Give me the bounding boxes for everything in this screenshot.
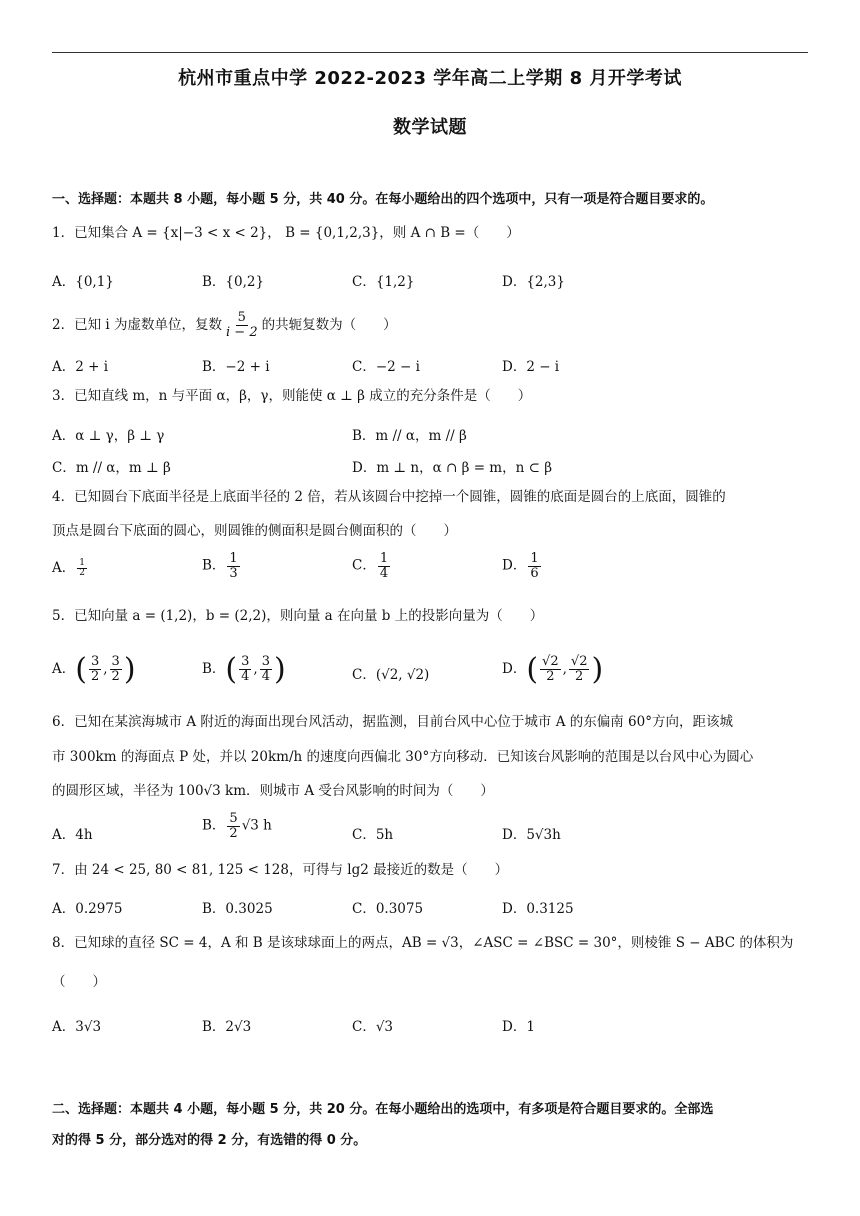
q4-option-d	[502, 552, 543, 580]
q6-option-b-label: B．	[202, 817, 226, 834]
paren-right: )	[591, 652, 604, 687]
frac-den: 4	[241, 669, 250, 684]
q2-fraction	[224, 311, 260, 339]
q2-option-c: C．−2 − i	[352, 359, 420, 375]
q6-option-b-rest: √3 h	[241, 817, 272, 834]
q6-stem-line3: 的圆形区域，半径为 100√3 km．则城市 A 受台风影响的时间为（ ）	[52, 783, 494, 799]
q6-option-c: C．5h	[352, 827, 394, 843]
q3-option-d: D．m ⊥ n，α ∩ β = m，n ⊂ β	[352, 460, 553, 476]
q4-option-a-frac	[77, 559, 87, 579]
section1-heading: 一、选择题：本题共 8 小题，每小题 5 分，共 40 分。在每小题给出的四个选项中，只有一项是符合题目要求的。	[52, 192, 714, 207]
frac-num: 1	[229, 551, 238, 566]
frac-num: 1	[530, 551, 539, 566]
q5-b-frac2	[260, 655, 272, 683]
q2-stem	[52, 309, 812, 342]
frac-den: 2	[229, 825, 238, 841]
frac-den: 2	[575, 669, 584, 684]
exam-title: 杭州市重点中学 2022-2023 学年高二上学期 8 月开学考试	[178, 68, 682, 89]
q7-option-c: C．0.3075	[352, 901, 424, 917]
q7-option-a: A．0.2975	[52, 901, 123, 917]
paren-left: (	[526, 652, 539, 687]
q8-stem-line1: 8．已知球的直径 SC = 4，A 和 B 是该球球面上的两点，AB = √3，∠ASC = ∠BSC = 30°，则棱锥 S − ABC 的体积为	[52, 935, 794, 951]
q5-option-a-label: A．	[52, 661, 76, 677]
q5-stem: 5．已知向量 a = (1,2)，b = (2,2)，则向量 a 在向量 b 上的投影向量为（ ）	[52, 608, 544, 624]
q5-option-d: D．( $\frac{√2}{2}$ , $\frac{√2}{2}$ )	[502, 652, 604, 687]
frac-num: 5	[229, 811, 238, 826]
q3-option-c: C．m // α，m ⊥ β	[52, 460, 171, 476]
q4-option-c	[352, 552, 392, 580]
q4-stem-line2: 顶点是圆台下底面的圆心，则圆锥的侧面积是圆台侧面积的（ ）	[52, 523, 457, 539]
frac-den: 2	[90, 669, 100, 684]
header-rule	[52, 52, 808, 53]
q1-stem-b: B = {0,1,2,3}，则 A ∩ B =（ ）	[285, 225, 520, 241]
q1-option-b: B．{0,2}	[202, 274, 265, 290]
q4-option-a-label: A．	[52, 560, 76, 576]
q5-d-frac2	[569, 655, 590, 683]
frac-den: 4	[379, 565, 389, 581]
paren-right: )	[123, 652, 136, 687]
q6-option-d: D．5√3h	[502, 827, 561, 843]
frac-den: 2	[79, 568, 85, 578]
q5-option-c: C．(√2, √2)	[352, 667, 430, 683]
paren-right: )	[274, 652, 286, 687]
q4-stem-line1: 4．已知圆台下底面半径是上底面半径的 2 倍，若从该圆台中挖掉一个圆锥，圆锥的底面是圆台的上底面，圆锥的	[52, 489, 726, 505]
q5-a-frac2	[110, 655, 122, 683]
q5-option-b-label: B．	[202, 661, 226, 677]
q2-fraction-den: i − 2	[226, 325, 258, 340]
q4-option-d-label: D．	[502, 557, 527, 574]
frac-num: 1	[79, 557, 85, 568]
q4-option-a	[52, 556, 89, 578]
q2-option-d: D．2 − i	[502, 359, 560, 375]
paren-left: (	[75, 652, 87, 687]
q4-option-b	[202, 552, 242, 580]
section2-heading-line1: 二、选择题：本题共 4 小题，每小题 5 分，共 20 分。在每小题给出的选项中，有多项是符合题目要求的。全部选	[52, 1102, 714, 1117]
q4-option-c-frac	[378, 552, 390, 580]
q5-option-d-label: D．	[502, 661, 527, 677]
frac-num: 3	[90, 654, 100, 670]
q1-option-d: D．{2,3}	[502, 274, 565, 290]
frac-num: 3	[111, 654, 120, 670]
q6-option-b	[202, 812, 272, 840]
frac-den: 2	[111, 669, 120, 684]
frac-num: 1	[379, 551, 389, 566]
q7-option-d: D．0.3125	[502, 901, 574, 917]
q3-option-b: B．m // α，m // β	[352, 428, 467, 444]
q3-option-a: A．α ⊥ γ，β ⊥ γ	[52, 428, 165, 444]
q8-option-b: B．2√3	[202, 1019, 252, 1035]
q4-option-b-frac	[227, 552, 239, 580]
q7-stem: 7．由 24 < 25, 80 < 81, 125 < 128，可得与 lg2 最接近的数是（ ）	[52, 862, 509, 878]
q2-stem-pre: 2．已知 i 为虚数单位，复数	[52, 317, 222, 333]
q5-d-frac1	[540, 655, 561, 683]
q2-option-b: B．−2 + i	[202, 359, 270, 375]
q8-option-d: D．1	[502, 1019, 535, 1035]
frac-num: √2	[542, 654, 559, 670]
q4-option-c-label: C．	[352, 557, 376, 574]
q8-option-a: A．3√3	[52, 1019, 102, 1035]
frac-num: 3	[261, 654, 270, 670]
q5-b-frac1	[239, 655, 251, 683]
frac-den: 4	[261, 669, 270, 684]
q1-option-c: C．{1,2}	[352, 274, 415, 290]
q2-fraction-num: 5	[237, 310, 246, 326]
frac-den: 6	[530, 565, 539, 581]
q5-option-a: A．( $\frac{3}{2}$ , $\frac{3}{2}$ )	[52, 652, 136, 687]
q7-option-b: B．0.3025	[202, 901, 273, 917]
frac-den: 2	[546, 669, 555, 684]
q1-option-a: A．{0,1}	[52, 274, 114, 290]
q5-a-frac1	[89, 655, 101, 683]
frac-num: √2	[570, 654, 588, 670]
frac-num: 3	[241, 654, 250, 670]
q2-option-a: A．2 + i	[52, 359, 109, 375]
exam-subtitle: 数学试题	[393, 117, 467, 138]
frac-den: 3	[229, 565, 238, 581]
paren-left: (	[225, 652, 238, 687]
q6-option-a: A．4h	[52, 827, 93, 843]
q3-stem: 3．已知直线 m，n 与平面 α，β，γ，则能使 α ⊥ β 成立的充分条件是（ ）	[52, 388, 532, 404]
q6-b-frac	[227, 812, 239, 840]
q2-stem-post: 的共轭复数为（ ）	[261, 317, 397, 333]
q4-option-b-label: B．	[202, 557, 226, 574]
q1-stem	[52, 217, 812, 250]
q6-stem-line2: 市 300km 的海面点 P 处，并以 20km/h 的速度向西偏北 30°方向移动．已知该台风影响的范围是以台风中心为圆心	[52, 749, 754, 765]
q4-option-d-frac	[528, 552, 540, 580]
q1-stem-a: 1．已知集合 A = {x|−3 < x < 2}，	[52, 225, 281, 241]
q5-option-b: B．( $\frac{3}{4}$ , $\frac{3}{4}$ )	[202, 652, 286, 687]
q6-stem-line1: 6．已知在某滨海城市 A 附近的海面出现台风活动，据监测，目前台风中心位于城市 A 的东偏南 60°方向，距该城	[52, 714, 733, 730]
q8-option-c: C．√3	[352, 1019, 394, 1035]
q8-stem-line2: （ ）	[52, 974, 106, 990]
section2-heading-line2: 对的得 5 分，部分选对的得 2 分，有选错的得 0 分。	[52, 1133, 367, 1148]
